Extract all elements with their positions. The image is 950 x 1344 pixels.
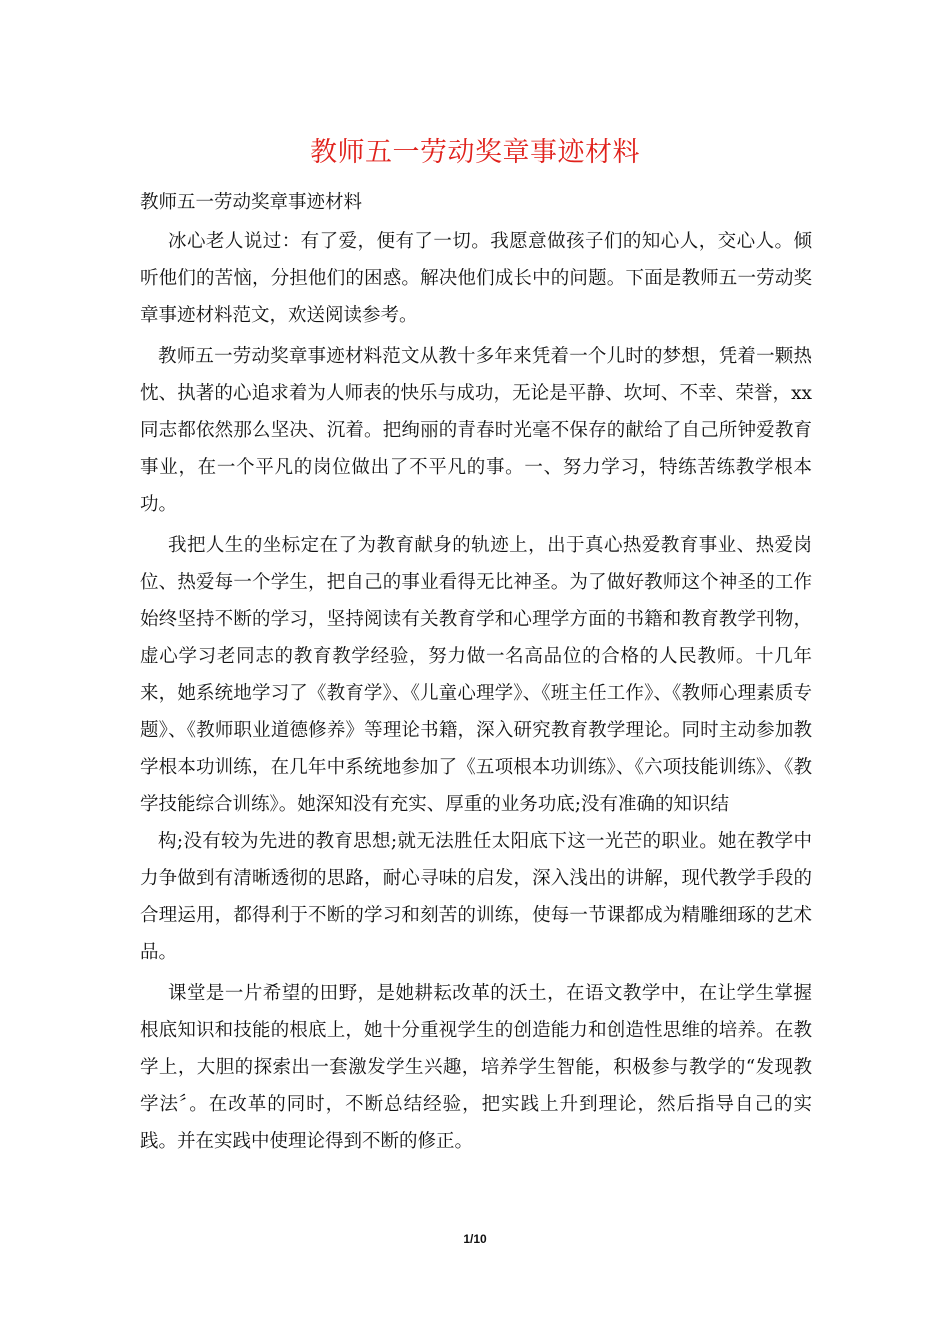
paragraph-4: 构;没有较为先进的教育思想;就无法胜任太阳底下这一光芒的职业。她在教学中力争做到有清晰透彻的思路，耐心寻味的启发，深入浅出的讲解，现代教学手段的合理运用，都得利于不断的学习和刻苦的训练，使每一节课都成为精雕细琢的艺术品。 (140, 831, 812, 963)
document-subtitle: 教师五一劳动奖章事迹材料 (140, 192, 363, 213)
paragraph-5: 课堂是一片希望的田野，是她耕耘改革的沃土，在语文教学中，在让学生掌握根底知识和技能的根底上，她十分重视学生的创造能力和创造性思维的培养。在教学上，大胆的探索出一套激发学生兴趣，培养学生智能，积极参与教学的“发现教学法〞。在改革的同时，不断总结经验，把实践上升到理论，然后指导自己的实践。并在实践中使理论得到不断的修正。 (140, 983, 812, 1152)
paragraph-2: 教师五一劳动奖章事迹材料范文从教十多年来凭着一个儿时的梦想，凭着一颗热忱、执著的心追求着为人师表的快乐与成功，无论是平静、坎坷、不幸、荣誉，xx同志都依然那么坚决、沉着。把绚丽的青春时光毫不保存的献给了自己所钟爱教育事业，在一个平凡的岗位做出了不平凡的事。一、努力学习，特练苦练教学根本功。 (140, 346, 812, 515)
paragraph-3: 我把人生的坐标定在了为教育献身的轨迹上，出于真心热爱教育事业、热爱岗位、热爱每一个学生，把自己的事业看得无比神圣。为了做好教师这个神圣的工作始终坚持不断的学习，坚持阅读有关教育学和心理学方面的书籍和教育教学刊物，虚心学习老同志的教育教学经验，努力做一名高品位的合格的人民教师。十几年来，她系统地学习了《教育学》、《儿童心理学》、《班主任工作》、《教师心理素质专题》、《教师职业道德修养》等理论书籍，深入研究教育教学理论。同时主动参加教学根本功训练，在几年中系统地参加了《五项根本功训练》、《六项技能训练》、《教学技能综合训练》。她深知没有充实、厚重的业务功底;没有准确的知识结 (140, 535, 812, 815)
document-title: 教师五一劳动奖章事迹材料 (310, 137, 640, 168)
paragraph-1: 冰心老人说过：有了爱，便有了一切。我愿意做孩子们的知心人，交心人。倾听他们的苦恼，分担他们的困惑。解决他们成长中的问题。下面是教师五一劳动奖章事迹材料范文，欢送阅读参考。 (140, 231, 812, 326)
document-body (140, 184, 812, 1160)
page-number: 1/10 (463, 1232, 487, 1246)
